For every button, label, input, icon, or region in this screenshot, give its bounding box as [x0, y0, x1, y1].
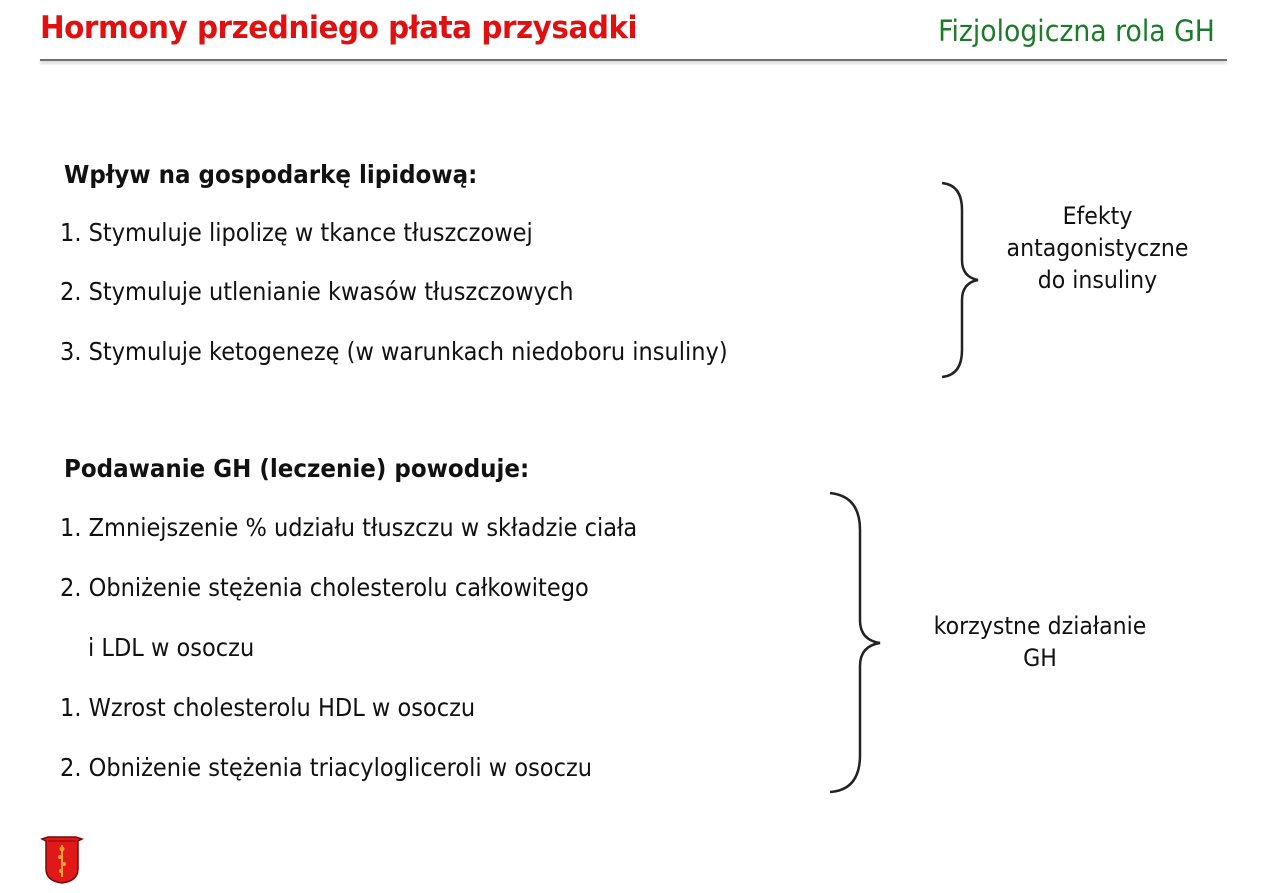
slide-title: Hormony przedniego płata przysadki	[40, 10, 638, 46]
lipid-item-2: 2. Stymuluje utlenianie kwasów tłuszczowych	[60, 277, 574, 306]
slide-subtitle: Fizjologiczna rola GH	[938, 14, 1215, 48]
note-line-1: Efekty	[1062, 202, 1133, 230]
lipid-item-1: 1. Stymuluje lipolizę w tkance tłuszczowej	[60, 218, 533, 247]
right-brace-icon	[828, 490, 878, 795]
lipid-item-3: 3. Stymuluje ketogenezę (w warunkach niedoboru insuliny)	[60, 337, 728, 366]
note-line-2: GH	[1023, 644, 1057, 672]
university-crest-icon	[40, 833, 84, 885]
note-line-1: korzystne działanie	[933, 612, 1147, 640]
beneficial-action-note	[893, 610, 1187, 674]
note-line-2: antagonistyczne	[1006, 234, 1189, 262]
right-brace-icon	[940, 180, 980, 380]
treatment-item-3: 1. Wzrost cholesterolu HDL w osoczu	[60, 693, 476, 722]
header-divider	[40, 59, 1227, 61]
treatment-item-1: 1. Zmniejszenie % udziału tłuszczu w składzie ciała	[60, 513, 638, 542]
treatment-item-2: 2. Obniżenie stężenia cholesterolu całkowitego	[60, 573, 589, 602]
note-line-3: do insuliny	[1037, 266, 1158, 294]
antagonist-effects-note	[985, 200, 1210, 296]
treatment-section-heading: Podawanie GH (leczenie) powoduje:	[64, 454, 530, 483]
treatment-item-4: 2. Obniżenie stężenia triacylogliceroli w osoczu	[60, 753, 593, 782]
treatment-item-2-continued: i LDL w osoczu	[88, 633, 255, 662]
lipid-section-heading: Wpływ na gospodarkę lipidową:	[64, 160, 478, 189]
